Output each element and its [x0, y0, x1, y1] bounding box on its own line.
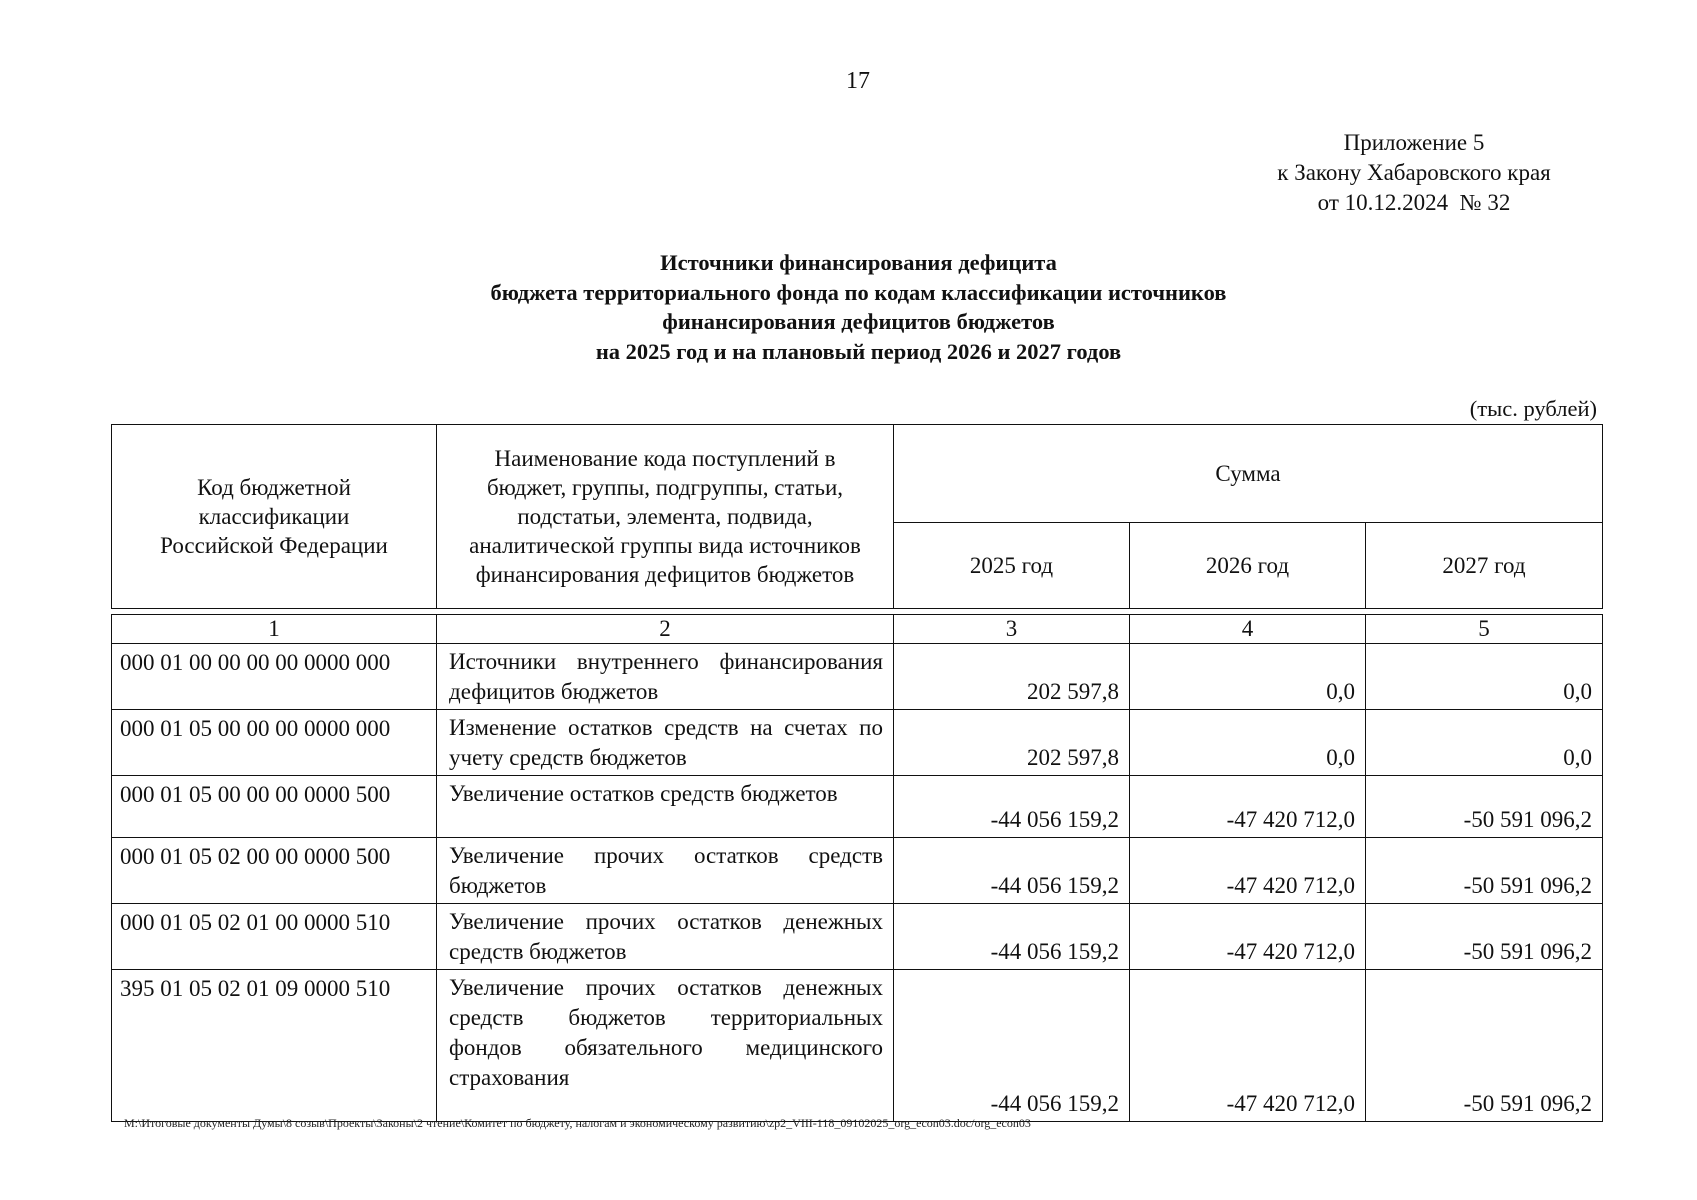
appendix-line-2: к Закону Хабаровского края — [1277, 160, 1551, 185]
column-number: 3 — [894, 615, 1130, 644]
row-amount-2026: 0,0 — [1130, 710, 1366, 776]
header-sum: Сумма — [894, 425, 1603, 523]
header-year-2026: 2026 год — [1130, 523, 1366, 609]
footer-file-path: M:\Итоговые документы Думы\8 созыв\Проекты\Законы\2 чтение\Комитет по бюджету, налогам и экономическому развитию\zp2_VIII-118_09102025_org_econ03.doc/org_econ03 — [124, 1116, 1031, 1130]
header-code: Код бюджетной классификации Российской Федерации — [112, 425, 437, 609]
row-name: Увеличение прочих остатков денежных средств бюджетов — [437, 904, 894, 970]
title-line-3: финансирования дефицитов бюджетов — [662, 309, 1055, 334]
row-code: 000 01 05 02 01 00 0000 510 — [112, 904, 437, 970]
header-year-2027: 2027 год — [1366, 523, 1603, 609]
header-year-2025: 2025 год — [894, 523, 1130, 609]
row-amount-2026: -47 420 712,0 — [1130, 838, 1366, 904]
row-amount-2025: 202 597,8 — [894, 710, 1130, 776]
row-amount-2026: -47 420 712,0 — [1130, 904, 1366, 970]
row-amount-2027: -50 591 096,2 — [1366, 838, 1603, 904]
row-amount-2027: -50 591 096,2 — [1366, 970, 1603, 1122]
appendix-line-3: от 10.12.2024 № 32 — [1317, 190, 1511, 215]
header-name: Наименование кода поступлений в бюджет, группы, подгруппы, статьи, подстатьи, элемента, подвида, аналитической группы вида источников финансирования дефицитов бюджетов — [437, 425, 894, 609]
table-header — [111, 424, 1603, 609]
row-name: Увеличение прочих остатков денежных средств бюджетов территориальных фондов обязательного медицинского страхования — [437, 970, 894, 1122]
title-line-2: бюджета территориального фонда по кодам классификации источников — [490, 279, 1227, 305]
table-row — [112, 710, 1603, 776]
row-code: 395 01 05 02 01 09 0000 510 — [112, 970, 437, 1122]
units-label: (тыс. рублей) — [1469, 396, 1597, 421]
row-amount-2027: -50 591 096,2 — [1366, 904, 1603, 970]
row-amount-2027: -50 591 096,2 — [1366, 776, 1603, 838]
column-number: 2 — [437, 615, 894, 644]
row-code: 000 01 05 02 00 00 0000 500 — [112, 838, 437, 904]
row-amount-2025: -44 056 159,2 — [894, 838, 1130, 904]
table-row — [112, 970, 1603, 1122]
table-body — [111, 614, 1603, 1122]
title-line-4: на 2025 год и на плановый период 2026 и 2027 годов — [595, 338, 1122, 364]
column-number: 5 — [1366, 615, 1603, 644]
row-amount-2027: 0,0 — [1366, 710, 1603, 776]
document-title — [300, 248, 1417, 366]
row-name: Увеличение прочих остатков средств бюджетов — [437, 838, 894, 904]
column-number: 1 — [112, 615, 437, 644]
table-row — [112, 838, 1603, 904]
column-number-row — [112, 615, 1603, 644]
row-name: Источники внутреннего финансирования дефицитов бюджетов — [437, 644, 894, 710]
appendix-reference — [1234, 128, 1594, 218]
table-row — [112, 904, 1603, 970]
row-amount-2026: 0,0 — [1130, 644, 1366, 710]
row-amount-2025: 202 597,8 — [894, 644, 1130, 710]
row-code: 000 01 05 00 00 00 0000 500 — [112, 776, 437, 838]
row-code: 000 01 05 00 00 00 0000 000 — [112, 710, 437, 776]
title-line-1: Источники финансирования дефицита — [660, 250, 1057, 275]
budget-table — [111, 424, 1603, 1122]
row-amount-2025: -44 056 159,2 — [894, 776, 1130, 838]
column-number: 4 — [1130, 615, 1366, 644]
row-amount-2025: -44 056 159,2 — [894, 904, 1130, 970]
page-number: 17 — [846, 68, 870, 94]
row-name: Изменение остатков средств на счетах по учету средств бюджетов — [437, 710, 894, 776]
row-name: Увеличение остатков средств бюджетов — [437, 776, 894, 838]
row-amount-2027: 0,0 — [1366, 644, 1603, 710]
row-amount-2026: -47 420 712,0 — [1130, 970, 1366, 1122]
table-row — [112, 776, 1603, 838]
row-amount-2025: -44 056 159,2 — [894, 970, 1130, 1122]
appendix-line-1: Приложение 5 — [1343, 130, 1485, 155]
row-code: 000 01 00 00 00 00 0000 000 — [112, 644, 437, 710]
row-amount-2026: -47 420 712,0 — [1130, 776, 1366, 838]
table-row — [112, 644, 1603, 710]
